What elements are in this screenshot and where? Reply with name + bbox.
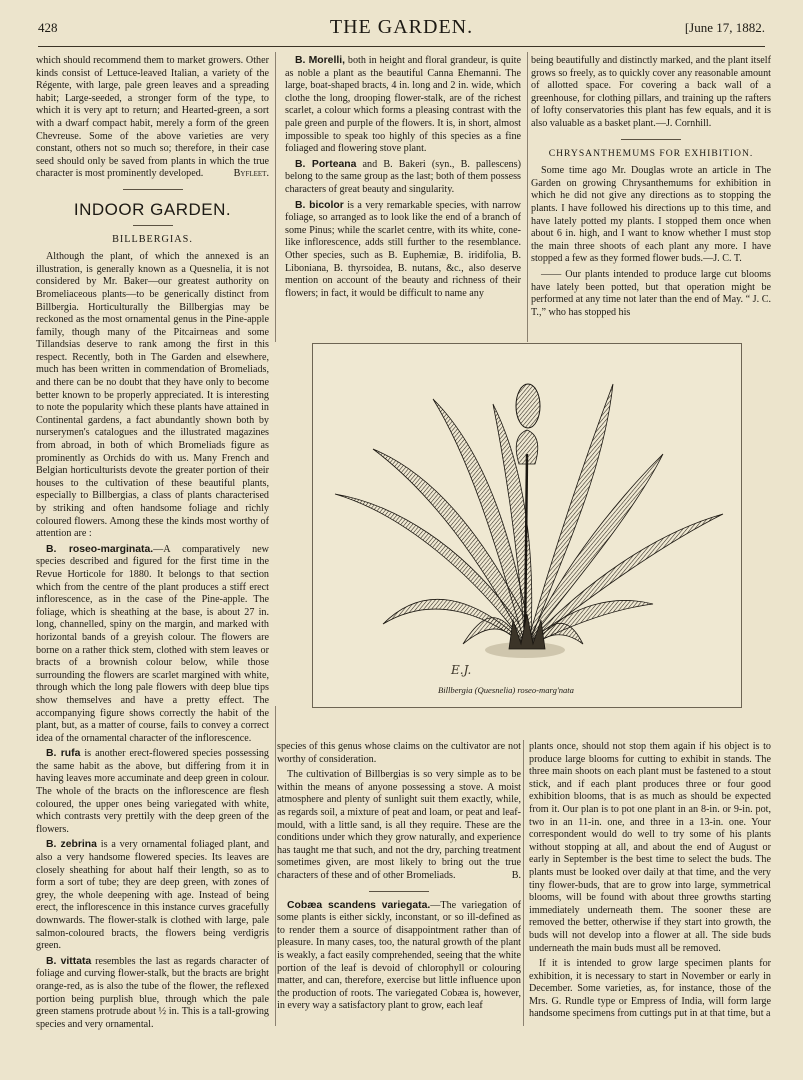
page-number: 428: [38, 20, 58, 35]
column-divider: [275, 52, 276, 342]
paragraph: B. rufa is another erect-flowered species possessing the same habit as the above, but differing from it in having leaves more accuminate and deep green in colour. The whole of the bracts on the inflorescence are flesh coloured, the upper ones being variegated with white, which contrasts very prettily with the deep green of the flowers.: [36, 748, 269, 835]
species-heading: B. Morelli,: [295, 55, 346, 66]
species-heading: B. rufa: [46, 748, 81, 760]
species-heading: Cobæa scandens variegata.: [287, 899, 431, 911]
column-3-top: [531, 55, 771, 322]
plant-illustration: [312, 343, 742, 708]
paragraph: which should recommend them to market growers. Other kinds consist of Lettuce-leaved Italian, a variety of the Régente, with large, pale green leaves and a spreading habit; Large-seeded, a stronger form of the type, to which it is very apt to return; and Hearted-green, a sort with a dwarf compact habit, merely a form of the green Chevreuse. Some of the above varieties are very constant, others not so much so; therefore, in their case seed should only be saved from plants in which the true character is most prominently developed. Byfleet.: [36, 55, 269, 180]
paragraph: B. zebrina is a very ornamental foliaged plant, and also a very handsome flowered species. Its leaves are closely sheathing for about half their length, so as to form a sort of tube; they are deep green, with zones of grey, the whole deepening with age. Instead of being erect, the inflorescence in this instance curves gracefully downwards. The flower-stalk is clothed with large, pale salmon-coloured bracts, the flowers being verdigris green.: [36, 839, 270, 952]
section-title: INDOOR GARDEN.: [73, 199, 232, 219]
paragraph: B. Porteana and B. Bakeri (syn., B. pallescens) belong to the same group as the last; both of them possess characters of great beauty and singularity.: [285, 158, 521, 195]
divider: [133, 225, 173, 226]
paragraph: —— Our plants intended to produce large cut blooms have lately been potted, but that operation might be performed at any time not later than the end of May. “ J. C. T.,” who has stopped his: [531, 268, 771, 318]
paragraph: being beautifully and distinctly marked, and the plant itself grows so freely, as to quickly cover any reasonable amount of allotted space. For covering a back wall of a greenhouse, for clothing pillars, and training up the rafters of lofty conservatories this plant has few equals, and it is also valuable as a basket plant.—J. Cornhill.: [531, 55, 771, 129]
column-3-bottom: [529, 741, 771, 1024]
column-1: [36, 55, 269, 1034]
masthead-title: THE GARDEN.: [329, 16, 474, 38]
signature: Byfleet.: [233, 168, 269, 180]
paragraph: species of this genus whose claims on the cultivator are not worthy of consideration.: [277, 741, 521, 765]
paragraph: B. Morelli, both in height and floral grandeur, is quite as noble a plant as the beautiful Canna Ehemanni. The large, boat-shaped bracts, 4 in. long and 2 in. wide, which clothe the long, drooping flower-stalk, are of the richest scarlet, a colour which forms a pleasing contrast with the pale green and purple of the flowers. It is, in short, almost impossible to speak too highly of this species as a fine foliaged and flowering stove plant.: [285, 55, 521, 155]
column-2-top: [285, 55, 521, 303]
column-divider: [523, 740, 524, 1026]
paragraph: B. bicolor is a very remarkable species, with narrow foliage, so arranged as to look like the end of a branch of some Pinus; while the scarlet centre, with its white, cone-like inflorescence, adds still further to the resemblance. Other species, such as B. Euphemiæ, B. iridifolia, B. Liboniana, B. thyrsoidea, B. nutans, &c., also deserve mention on account of the beauty and richness of their flowers; in fact, it would be difficult to name any: [285, 199, 521, 299]
paragraph: Some time ago Mr. Douglas wrote an article in The Garden on growing Chrysanthemums for exhibition in which he did not give any directions as to stopping the plants. I have followed his directions up to this time, and have lately potted my plants. I stopped them once when about 6 in. high, and I want to know whether I must stop the main three shoots of each plant any more. I have stopped a few as they formed flower buds.—J. C. T.: [531, 165, 771, 265]
paragraph: Although the plant, of which the annexed is an illustration, is generally known as a Quesnelia, it is not considered by Mr. Baker—our greatest authority on Bromeliaceous plants—to be generically distinct from Billbergia. Horticulturally the Billbergias may be reckoned as the most ornamental genus in the Pine-apple family, though many of the Pitcairneas and some Tillandsias deserve to rank among the first in this respect. Recently, both in The Garden and elsewhere, much has been written in commendation of Bromeliads, and there can be no doubt that they have only to become better known to be properly appreciated. It is interesting to note the popularity which these plants have attained in Continental gardens, a fact abundantly shown both by nurserymen's catalogues and the illustrated magazines from abroad, in both of which Bromeliads figure as prominently as Orchids do with us. Many French and Belgian horticulturists devote the greater portion of their houses to the cultivation of these beautiful plants, especially to Billbergias, a class of plants characterised by striking and often handsome foliage and richly coloured flowers. Among these the kinds most worthy of attention are :: [36, 251, 269, 540]
paragraph: The cultivation of Billbergias is so very simple as to be within the means of anyone possessing a stove. A moist atmosphere and plenty of sunlight suit them exactly, while, as regards soil, a mixture of peat and loam, or peat and leaf-mould, with a little sand, is all they require. These are the conditions under which they grow naturally, and experience has taught me that such, and not the dry, parching treatment sometimes given, are most likely to bring out the true characters of these and of other Bromeliads. B.: [277, 769, 521, 881]
species-heading: B. zebrina: [46, 839, 97, 851]
figure-caption: Billbergia (Quesnelia) roseo-marg'nata: [438, 685, 574, 695]
divider: [621, 139, 681, 140]
svg-text:E.J.: E.J.: [451, 663, 472, 677]
article-title: CHRYSANTHEMUMS FOR EXHIBITION.: [548, 147, 754, 159]
column-2-bottom: [277, 741, 521, 1016]
paragraph: If it is intended to grow large specimen plants for exhibition, it is necessary to start in November or early in December. Some varieties, as, for instance, those of the Mrs. G. Rundle type or Empress of India, will form large handsome specimens from cuttings put in at that time, but a: [529, 958, 771, 1020]
page-header: [38, 12, 765, 44]
bromeliad-engraving: [313, 344, 741, 707]
signature: B.: [511, 869, 521, 881]
paragraph: B. roseo-marginata.—A comparatively new species described and figured for the first time in the Revue Horticole for 1880. It belongs to that section which from the centre of the plant produces a stiff erect inflorescence, as in the case of the Pine-apple. The foliage, which is sheathing at the base, is about 27 in. long, channelled, spiny on the margin, and marked with horizontal bands of a greyish colour. The flowers are borne on a rather thick stem, clothed with stem leaves or bracts of a brownish colour below, while those surrounding the flowers are scarlet margined with white, through which the long pale flowers with deep blue tips show themselves and have a pretty effect. The accompanying figure shows correctly the habit of the plant, but, as a matter of course, fails to convey a correct idea of the ornamental character of the inflorescence.: [36, 543, 269, 744]
article-title: BILLBERGIAS.: [112, 233, 193, 245]
paragraph: plants once, should not stop them again if his object is to produce large blooms for cutting to exhibit in stands. The three main shoots on each plant must be fastened to a stout stick, and if each plant produces three or four good exhibition blooms, that is as much as should be expected from it. Our plan is to pot one plant in an 8-in. or 9-in. pot, two in an 11-in. one, and three in a 13-in. one. Your correspondent would do well to try some of his plants without stopping at all, and about the end of August or early in September is the best time to select the buds. The plants must be looked over daily at that time, and the very tiny flower-buds, that are to grow into large, symmetrical blooms, will be found with about three growths starting immediately underneath them. The sooner these are removed the better, otherwise if they start into growth, the buds will not develop into a flower at all. The side buds underneath the main buds must all be removed.: [529, 741, 771, 954]
divider: [123, 189, 183, 190]
header-rule: [38, 46, 765, 47]
divider: [369, 891, 429, 892]
species-heading: B. vittata: [46, 955, 92, 967]
paragraph: B. vittata resembles the last as regards character of foliage and curving flower-stalk, but the bracts are bright orange-red, as is also the tube of the flower, the reflexed portion being purplish blue, through which the pale green stamens protrude about ½ in. This is a tall-growing species and very ornamental.: [36, 955, 270, 1030]
species-heading: B. roseo-marginata.: [46, 543, 154, 555]
column-divider: [527, 52, 528, 342]
species-heading: B. bicolor: [295, 199, 344, 211]
paragraph: Cobæa scandens variegata.—The variegation of some plants is either sickly, inconstant, or so ill-defined as to render them a source of disappointment rather than of pleasure. In many cases, too, the natural growth of the plant is weakly, a fact easily comprehended, seeing that the white portion of the leaf is devoid of chlorophyll or colouring matter, and can, therefore, exercise but little influence upon the production of roots. The variegated Cobæa is, however, in every way a satisfactory plant to grow, each leaf: [277, 899, 521, 1012]
species-heading: B. Porteana: [295, 158, 357, 170]
issue-date: [June 17, 1882.: [684, 20, 765, 35]
column-divider: [275, 706, 276, 1026]
